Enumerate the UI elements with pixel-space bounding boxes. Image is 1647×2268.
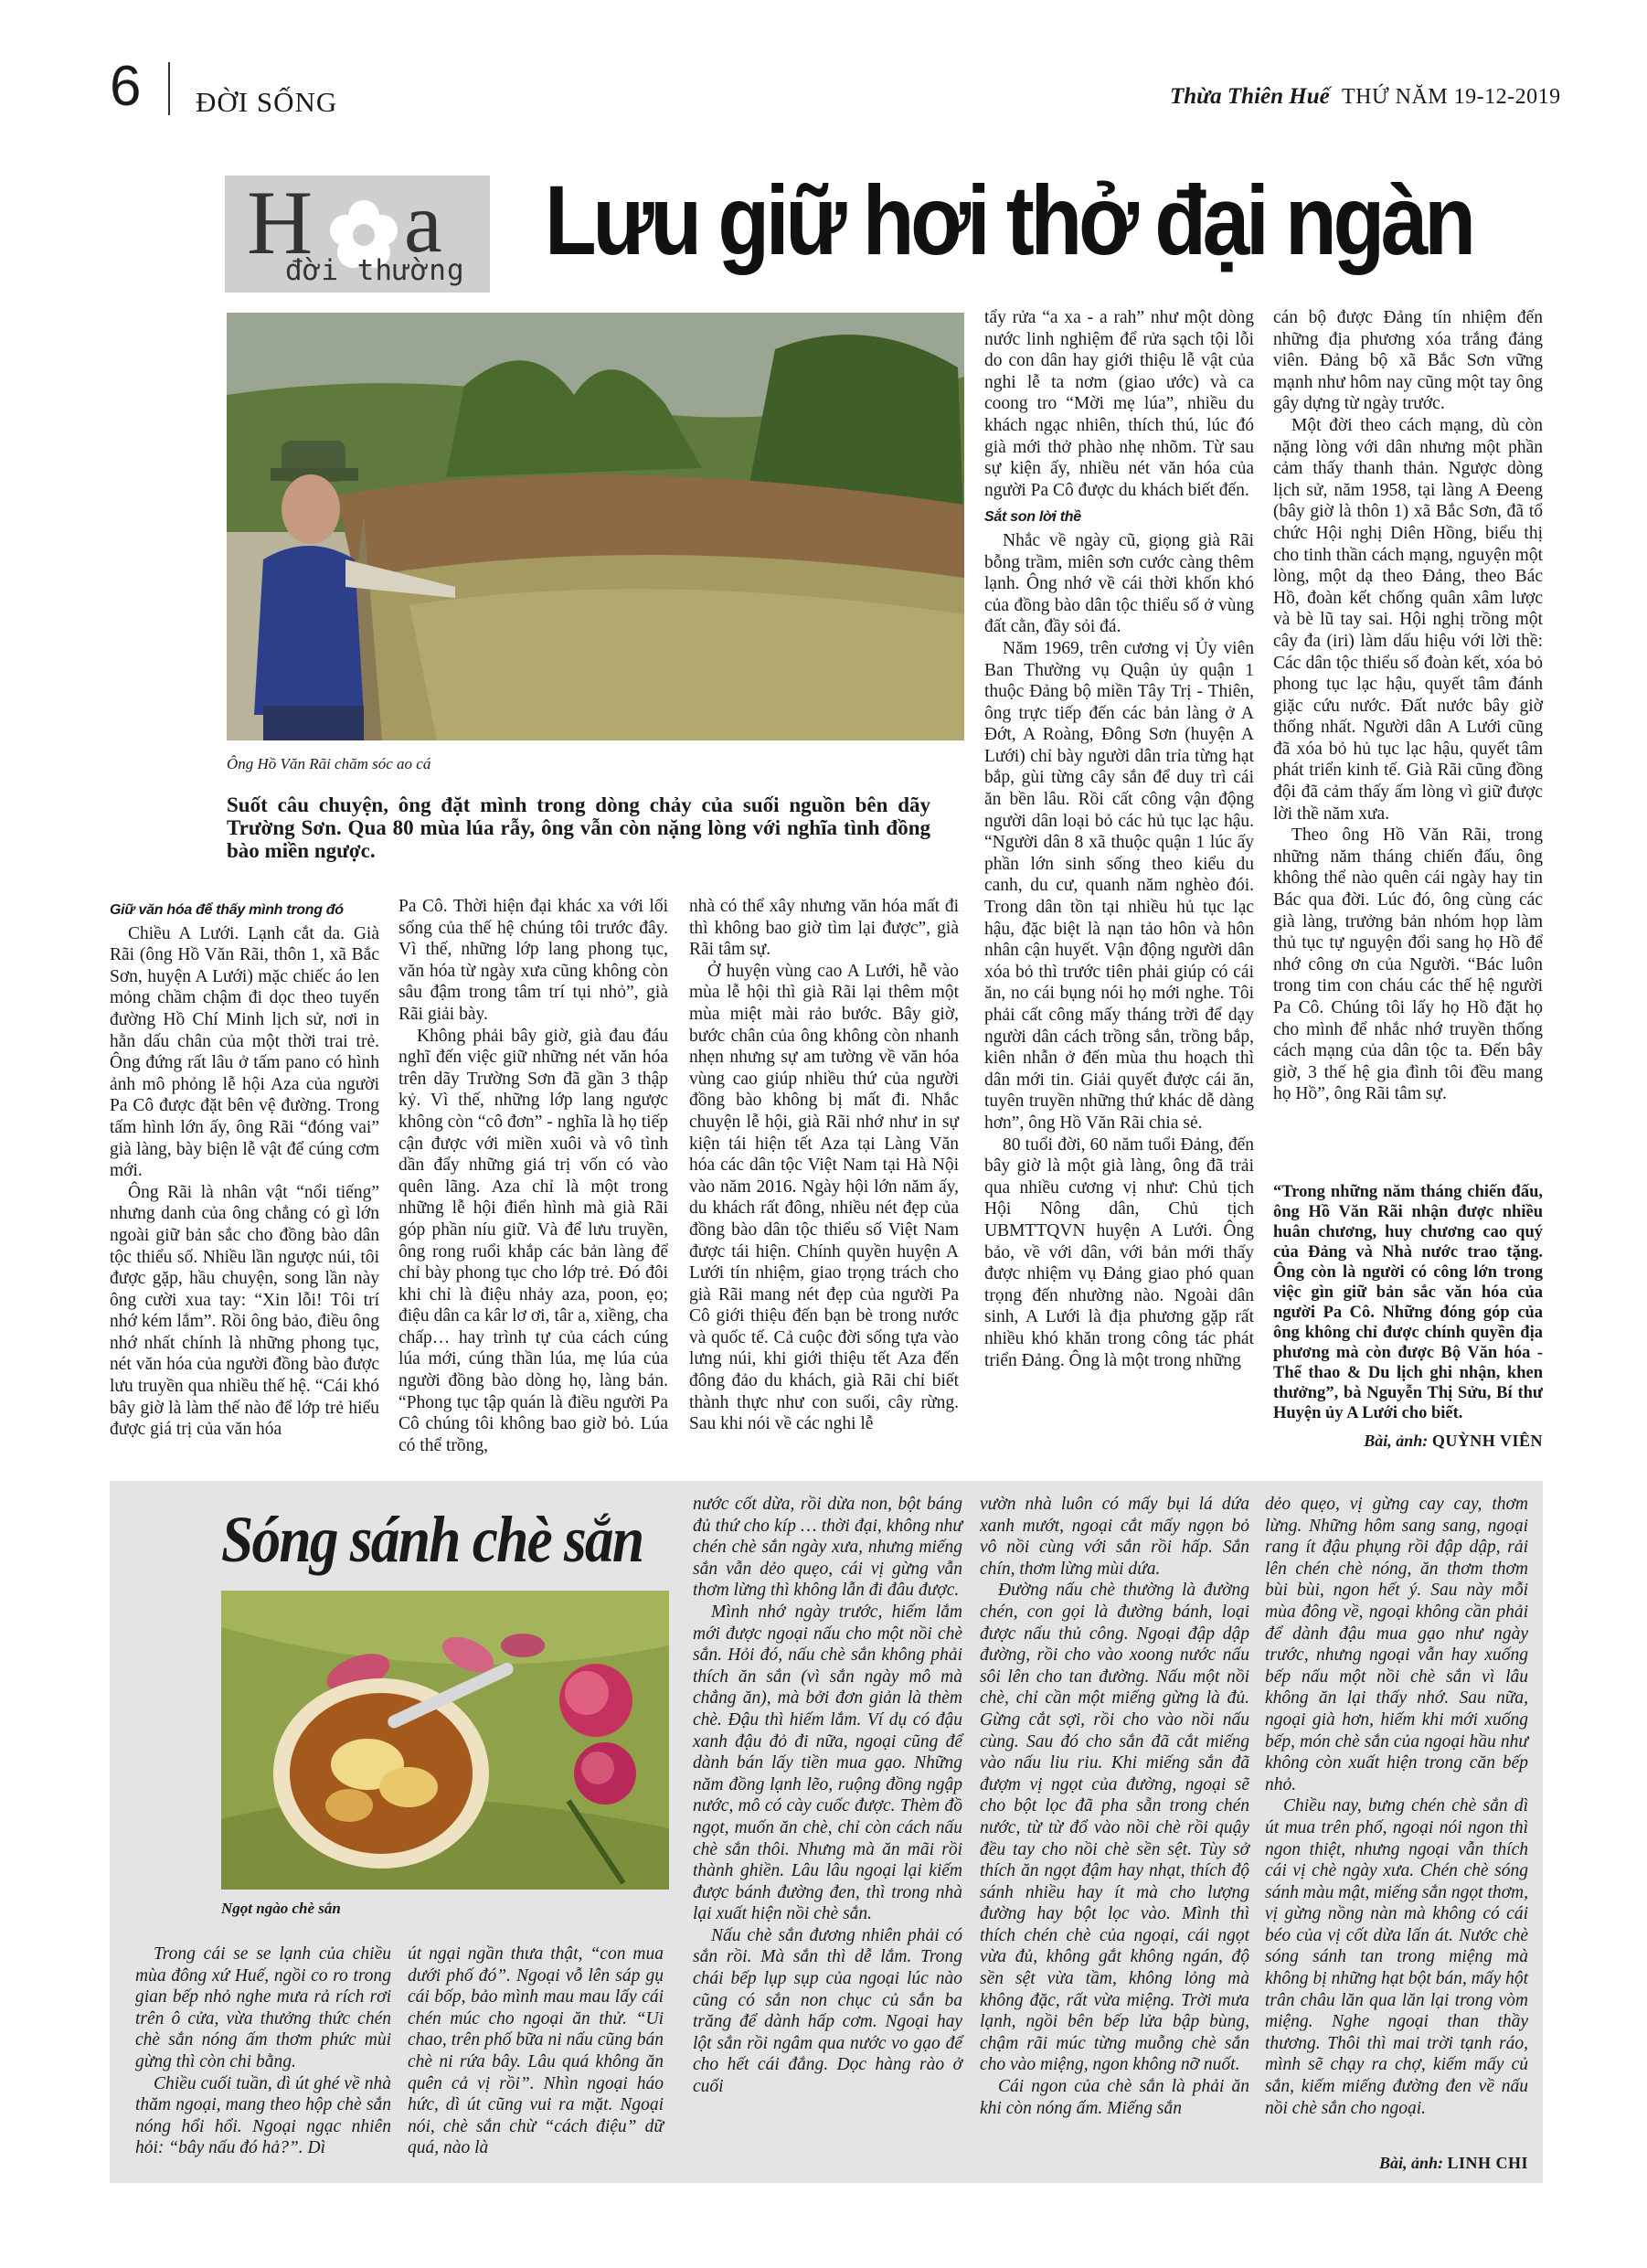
article1-photo-caption: Ông Hồ Văn Rãi chăm sóc ao cá <box>227 755 431 772</box>
paragraph: Nhắc về ngày cũ, giọng già Rãi bỗng trầm, miên sơn cước càng thêm lạnh. Ông nhớ về cái thời khốn khó của đồng bào dân tộc thiểu số ở vùng đất cằn, đầy sỏi đá. <box>984 530 1254 637</box>
article2-photo <box>221 1591 669 1890</box>
article2-column-4 <box>980 1494 1249 2119</box>
article1-pullquote: “Trong những năm tháng chiến đấu, ông Hồ Văn Rãi nhận được nhiều huân chương, huy chương cao quý của Đảng và Nhà nước trao tặng. Ông còn là người có công lớn trong việc gìn giữ bản sắc văn hóa của người Pa Cô. Những đóng góp của ông không chỉ được chính quyền địa phương mà còn được Bộ Văn hóa - Thể thao & Du lịch ghi nhận, khen thưởng”, bà Nguyễn Thị Sửu, Bí thư Huyện ủy A Lưới cho biết. <box>1273 1183 1543 1422</box>
section-logo <box>225 172 490 293</box>
logo-letter-a: a <box>404 176 442 271</box>
paragraph: Một đời theo cách mạng, dù còn nặng lòng với dân nhưng một phần cảm thấy thanh thản. Ngược dòng lịch sử, năm 1958, tại làng A Đeeng (bây giờ là thôn 1) xã Bắc Sơn, đã tổ chức Hội nghị Diên Hồng, biểu thị cho tinh thần cách mạng, nguyện một lòng, một dạ theo Đảng, theo Bác Hồ, đoàn kết chống quân xâm lược và bè lũ tay sai. Hội nghị trồng một cây đa (iri) làm dấu hiệu với lời thề: Các dân tộc thiểu số đoàn kết, xóa bỏ phong tục lạc hậu, quyết tâm đánh giặc cứu nước. Đất nước bây giờ thống nhất. Người dân A Lưới cũng đã xóa bỏ hủ tục lạc hậu, quyết tâm phát triển kinh tế. Già Rãi cũng đồng đội đã cảm thấy ấm lòng vì giữ được lời thề năm xưa. <box>1273 415 1543 824</box>
paragraph: Ông Rãi là nhân vật “nổi tiếng” nhưng danh của ông chẳng có gì lớn ngoài giữ bản sắc cho đồng bào dân tộc thiểu số. Nhiều lần ngược núi, tôi được gặp, hầu chuyện, song lần này ông cười xua tay: “Xin lỗi! Tôi trí nhớ kém lắm”. Rồi ông bảo, điều ông nhớ nhất chính là những phong tục, nét văn hóa của người đồng bào được lưu truyền qua nhiều thế hệ. “Cái khó bây giờ là làm thế nào để lớp trẻ hiểu được giá trị của văn hóa <box>110 1182 379 1440</box>
article1-column-1 <box>110 896 379 1441</box>
article1-photo <box>227 313 964 740</box>
paragraph: Cái ngon của chè sắn là phải ăn khi còn nóng ấm. Miếng sắn <box>980 2077 1249 2118</box>
article1-lead: Suốt câu chuyện, ông đặt mình trong dòng chảy của suối nguồn bên dãy Trường Sơn. Qua 80 mùa lúa rẫy, ông vẫn còn nặng lòng với nghĩa tình đồng bào miền ngược. <box>227 793 930 862</box>
paragraph: cán bộ được Đảng tín nhiệm đến những địa phương xóa trắng đảng viên. Đảng bộ xã Bắc Sơn vững mạnh như hôm nay cũng một tay ông gây dựng từ ngày trước. <box>1273 308 1543 414</box>
article1-column-4 <box>984 307 1254 1371</box>
paragraph: Ở huyện vùng cao A Lưới, hễ vào mùa lễ hội thì già Rãi lại thêm một mùa miệt mài rảo bước. Bây giờ, bước chân của ông không còn nhanh nhẹn nhưng sự am tường về văn hóa vùng cao giúp nhiều thứ của người đồng bào không bị mất đi. Nhắc chuyện lễ hội, già Rãi nhớ như in sự kiện tái hiện tết Aza tại Làng Văn hóa các dân tộc Việt Nam tại Hà Nội vào năm 2016. Ngày hội lớn năm ấy, du khách rất đông, nhiều nét đẹp của đồng bào dân tộc thiểu số Việt Nam được tái hiện. Chính quyền huyện A Lưới tín nhiệm, giao trọng trách cho già Rãi mang nét đẹp của người Pa Cô giới thiệu đến bạn bè trong nước và quốc tế. Cả cuộc đời sống tựa vào lưng núi, khi giới thiệu tết Aza đến đông đảo du khách, già Rãi chỉ biết thành thực như con suối, cây rừng. Sau khi nói về các nghi lễ <box>689 961 959 1434</box>
issue-date: THỨ NĂM 19-12-2019 <box>1342 85 1561 109</box>
paragraph: Chiều cuối tuần, dì út ghé về nhà thăm ngoại, mang theo hộp chè sắn nóng hổi hổi. Ngoại ngạc nhiên hỏi: “bây nấu đó hả?”. Dì <box>135 2073 391 2158</box>
paragraph: Năm 1969, trên cương vị Ủy viên Ban Thường vụ Quận ủy quận 1 thuộc Đảng bộ miền Tây Trị - Thiên, ông trực tiếp đến các bản làng ở A Đớt, A Roàng, Đông Sơn (huyện A Lưới) chỉ bày người dân trỉa từng hạt bắp, gùi từng cây sắn để duy trì cái ăn bền lâu. Rồi cất công vận động người dân loại bỏ các hủ tục lạc hậu. “Người dân 8 xã thuộc quận 1 lúc ấy phần lớn sinh sống theo kiểu du canh, du cư, quanh năm nghèo đói. Trong dân tồn tại nhiều hủ tục lạc hậu, đặc biệt là nạn tảo hôn và hôn nhân cận huyết. Vận động người dân xóa bỏ thì trước tiên phải giúp có cái ăn, no cái bụng nói họ mới nghe. Tôi phải cất công mấy tháng trời để dạy người dân cách trồng sắn, trồng bắp, kiên nhẫn ở đến mùa thu hoạch thì dân mới tin. Giải quyết được cái ăn, tuyên truyền những thứ khác dễ dàng hơn”, ông Hồ Văn Rãi chia sẻ. <box>984 638 1254 1133</box>
article1-column-3 <box>689 896 959 1435</box>
article2-byline <box>1265 2154 1528 2173</box>
paragraph: dẻo quẹo, vị gừng cay cay, thơm lừng. Những hôm sang sang, ngoại rang ít đậu phụng rồi đập dập, rải lên chén chè nóng, ăn thơm thơm bùi bùi, ngon hết ý. Sau này mỗi mùa đông về, ngoại không cần phải để dành đậu mua gạo như ngày trước, nhưng ngoại vẫn hay xuống bếp nấu một nồi chè sắn vì lâu không ăn lại thấy nhớ. Sau nữa, ngoại già hơn, hiếm khi mới xuống bếp, món chè sắn của ngoại hầu như không còn xuất hiện trong căn bếp nhỏ. <box>1265 1495 1528 1794</box>
paragraph: Trong cái se se lạnh của chiều mùa đông xứ Huế, ngồi co ro trong gian bếp nhỏ nghe mưa rả rích rơi trên ô cửa, vừa thưởng thức chén chè sắn nóng ấm thơm phức mùi gừng thì còn chi bằng. <box>135 1944 391 2071</box>
article1-subhead: Giữ văn hóa để thấy mình trong đó <box>110 902 344 918</box>
article2-column-2 <box>408 1943 664 2159</box>
logo-subtitle: đời thường <box>285 254 465 287</box>
paragraph: Chiều A Lưới. Lạnh cắt da. Già Rãi (ông Hồ Văn Rãi, thôn 1, xã Bắc Sơn, huyện A Lưới) mặc chiếc áo len mỏng chầm chậm đi dọc theo tuyến đường Hồ Chí Minh lịch sử, nơi in hằn dấu chân của một thời trai trẻ. Ông đứng rất lâu ở tấm pano có hình ảnh mô phỏng lễ hội Aza của người Pa Cô được đặt bên vệ đường. Trong tấm hình lớn ấy, ông Rãi “đóng vai” già làng, bày biện lễ vật để cúng cơm mới. <box>110 923 379 1181</box>
paragraph: nước cốt dừa, rồi dừa non, bột báng đủ thứ cho kíp … thời đại, không như chén chè sắn ngày xưa, nhưng miếng sắn vẫn dẻo quẹo, cái vị gừng vẫn thơm lừng thì không lẫn đi đâu được. <box>693 1495 962 1601</box>
paper-name: Thừa Thiên Huế <box>1170 84 1330 109</box>
paragraph: Chiều nay, bưng chén chè sắn dì út mua trên phố, ngoại nói ngon thì ngon thiệt, nhưng ngoại vẫn thích cái vị chè ngày xưa. Chén chè sóng sánh màu mật, miếng sắn ngọt thơm, vị gừng nồng nàn mà không có cái béo của vị cốt dừa lấn át. Nước chè sóng sánh tan trong miệng mà không bị những hạt bột bán, mấy hột trân châu lăn qua lăn lại trong vòm miệng. Nghe ngoại than thầy thương. Thôi thì mai trời tạnh ráo, mình sẽ chạy ra chợ, kiếm mấy củ sắn, kiếm miếng đường đen về nấu nồi chè sắn cho ngoại. <box>1265 1796 1528 2118</box>
article1-byline <box>1273 1432 1543 1451</box>
logo-letter-h: H <box>247 172 313 273</box>
header-divider <box>168 62 170 115</box>
paragraph: nhà có thể xây nhưng văn hóa mất đi thì không bao giờ tìm lại được”, già Rãi tâm sự. <box>689 897 959 960</box>
page-number: 6 <box>110 55 142 118</box>
paragraph: Đường nấu chè thường là đường chén, con gọi là đường bánh, loại được nấu thủ công. Ngoại đập dập đường, rồi cho vào xoong nước nấu sôi lên cho tan đường. Nấu một nồi chè, chỉ cần một miếng gừng là đủ. Gừng cắt sợi, rồi cho vào nồi nấu cùng. Sau đó cho sắn đã cắt miếng vào nấu liu riu. Khi miếng sắn đã đượm vị ngọt của đường, ngoại sẽ cho bột lọc đã pha sẵn trong chén nước, từ từ đổ vào nồi chè rồi quậy đều tay cho nồi chè sền sệt. Tùy sở thích ăn ngọt đậm hay nhạt, thích độ sánh nhiều hay ít mà cho lượng đường hay bột lọc vào. Mình thì thích chén chè của ngoại, cái ngọt vừa đủ, không gắt không ngán, độ sền sệt vừa tầm, không lỏng mà không đặc, rất vừa miệng. Trời mưa lạnh, ngồi bên bếp lửa bập bùng, chậm rãi múc từng muỗng chè sắn cho vào miệng, ngon không nỡ nuốt. <box>980 1581 1249 2075</box>
article2-photo-caption: Ngọt ngào chè sắn <box>221 1900 341 1917</box>
paragraph: út ngại ngần thưa thật, “con mua dưới phố đó”. Ngoại vỗ lên sáp gụ cái bốp, bảo mình mau mau lấy cái chén múc cho ngoại ăn thử. “Ui chao, trên phố bữa ni nấu cũng bán chè ni rứa bây. Lâu quá không ăn quên cả vị rồi”. Nhìn ngoại háo hức, dì út cũng vui ra mặt. Ngoại nói, chè sắn chừ “cách điệu” dữ quá, nào là <box>408 1944 664 2158</box>
article1-title: Lưu giữ hơi thở đại ngàn <box>545 165 1472 275</box>
article2-column-1 <box>135 1943 391 2159</box>
section-name: ĐỜI SỐNG <box>196 86 338 118</box>
byline-label: Bài, ảnh: <box>1378 2154 1443 2172</box>
paragraph: Mình nhớ ngày trước, hiếm lắm mới được ngoại nấu cho một nồi chè sắn. Hỏi đó, nấu chè sắn không phải thích ăn sắn (vì sắn ngày mô mà chẳng ăn), mà bởi đơn giản là thèm chè. Đậu thì hiếm lắm. Ví dụ có đậu xanh đậu đỏ đi nữa, ngoại cũng để dành bán lấy tiền mua gạo. Những năm đồng lạnh lẽo, ruộng đồng ngập nước, mô có cày cuốc được. Thèm đồ ngọt, muốn ăn chè, chỉ còn cách nấu chè sắn thôi. Nhưng mà ăn mãi rồi thành ghiền. Lâu lâu ngoại lại kiếm được bánh đường đen, thì trong nhà lại xuất hiện nồi chè sắn. <box>693 1602 962 1924</box>
article2-column-3 <box>693 1494 962 2098</box>
article2-title: Sóng sánh chè sắn <box>221 1503 643 1576</box>
article1-column-2 <box>398 896 668 1456</box>
byline-label: Bài, ảnh: <box>1364 1432 1429 1450</box>
paragraph: Không phải bây giờ, già đau đáu nghĩ đến việc giữ những nét văn hóa trên dãy Trường Sơn đã gần 3 thập kỷ. Vì thế, những lớp lang ngược không còn “cô đơn” - nghĩa là họ tiếp cận được với miền xuôi và vô tình dần đẩy những giá trị vốn có vào quên lãng. Aza chỉ là một trong những lễ hội điển hình mà già Rãi góp phần níu giữ. Và để lưu truyền, ông rong ruổi khắp các bản làng để chỉ bày phong tục cho lớp trẻ. Đó đôi khi chỉ là điệu nhảy aza, poon, ẹo; điệu dân ca kâr lơ ơi, târ a, xiềng, cha chấp… hay trình tự của cách cúng lúa mới, cúng thần lúa, mẹ lúa của người đồng bào dòng họ, làng bản. “Phong tục tập quán là điều người Pa Cô chúng tôi không bao giờ bỏ. Lúa có thể trồng, <box>398 1026 668 1455</box>
paragraph: Theo ông Hồ Văn Rãi, trong những năm tháng chiến đấu, ông không thể nào quên cái ngày hay tin Bác qua đời. Lúc đó, ông cùng các già làng, trưởng bản nhóm họp làm thủ tục tự nguyện đổi sang họ Hồ để nhớ công ơn của Người. “Bác luôn trong tim con cháu các thế hệ người Pa Cô. Chúng tôi lấy họ Hồ đặt họ cho mình để nhắc nhớ truyền thống cách mạng của dân tộc ta. Đến bây giờ, 3 thế hệ gia đình tôi đều mang họ Hồ”, ông Rãi tâm sự. <box>1273 825 1543 1104</box>
paragraph: vườn nhà luôn có mấy bụi lá dứa xanh mướt, ngoại cắt mấy ngọn bỏ vô nồi cùng với sắn rồi hấp. Sắn chín, thơm lừng mùi dứa. <box>980 1495 1249 1579</box>
paragraph: tẩy rửa “a xa - a rah” như một dòng nước linh nghiệm để rửa sạch tội lỗi do con dân hay giới thiệu lễ vật của nghi lễ ta nơm (giao ước) và ca coong tro “Mời mẹ lúa”, nhiều du khách ngạc nhiên, thích thú, lúc đó già mới thở phào nhẹ nhõm. Từ sau sự kiện ấy, nhiều nét văn hóa của người Pa Cô được du khách biết đến. <box>984 308 1254 500</box>
paragraph: Pa Cô. Thời hiện đại khác xa với lối sống của thế hệ chúng tôi trước đây. Vì thế, những lớp lang phong tục, văn hóa từ ngày xưa cũng không còn sâu đậm trong tâm trí tụi nhỏ”, già Rãi giải bày. <box>398 897 668 1024</box>
article2-column-5 <box>1265 1494 1528 2119</box>
byline-name: LINH CHI <box>1447 2154 1528 2172</box>
article1-subhead: Sắt son lời thề <box>984 509 1081 526</box>
byline-name: QUỲNH VIÊN <box>1431 1432 1543 1450</box>
paragraph: Nấu chè sắn đương nhiên phải có sắn rồi. Mà sắn thì dễ lắm. Trong chái bếp lụp sụp của ngoại lúc nào cũng có sắn non chục củ sắn ba trăng để dành hấp cơm. Ngoại hay lột sắn rồi ngâm qua nước vo gạo để cho hết cái đắng. Dọc hàng rào ở cuối <box>693 1925 962 2097</box>
paragraph: 80 tuổi đời, 60 năm tuổi Đảng, đến bây giờ là một già làng, ông đã trải qua nhiều cương vị như: Chủ tịch Hội Nông dân, Chủ tịch UBMTTQVN huyện A Lưới. Ông bảo, về với dân, với bản mới thấy được nhiệm vụ Đảng giao phó quan trọng đến nhường nào. Ngoài dân sinh, A Lưới là địa phương gặp rất nhiều khó khăn trong công tác phát triển Đảng. Ông là một trong những <box>984 1134 1254 1370</box>
article1-column-5 <box>1273 307 1543 1105</box>
